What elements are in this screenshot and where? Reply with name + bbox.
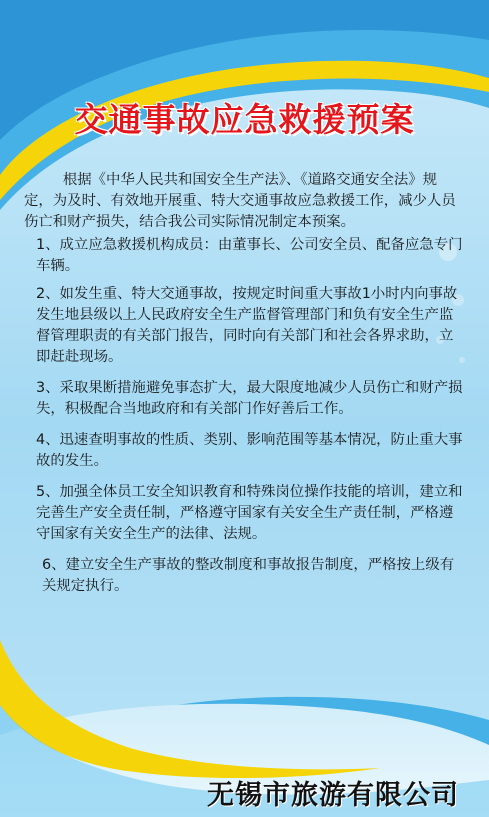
list-item: 5、加强全体员工安全知识教育和特殊岗位操作技能的培训，建立和完善生产安全责任制，严格遵守国家有关安全生产责任制，严格遵守国家有关安全生产的法律、法规。 xyxy=(36,484,463,542)
list-item: 4、迅速查明事故的性质、类别、影响范围等基本情况，防止重大事故的发生。 xyxy=(36,432,463,469)
list-item: 3、采取果断措施避免事态扩大，最大限度地减少人员伤亡和财产损失，积极配合当地政府和有关部门作好善后工作。 xyxy=(36,380,463,417)
company-name: 无锡市旅游有限公司 xyxy=(207,780,459,811)
list-item: 2、如发生重、特大交通事故，按规定时间重大事故1小时内向事故发生地县级以上人民政府安全生产监督管理部门和负有安全生产监督管理职责的有关部门报告，同时向有关部门和社会各界求助，立即赶赴现场。 xyxy=(36,286,458,365)
document-body xyxy=(24,170,464,607)
intro-paragraph: 根据《中华人民共和国安全生产法》、《道路交通安全法》规定，为及时、有效地开展重、特大交通事故应急救援工作，减少人员伤亡和财产损失，结合我公司实际情况制定本预案。 xyxy=(24,172,456,230)
list-item: 1、成立应急救援机构成员：由董事长、公司安全员、配备应急专门车辆。 xyxy=(36,237,463,274)
list-item: 6、建立安全生产事故的整改制度和事故报告制度，严格按上级有关规定执行。 xyxy=(42,557,455,594)
page-title: 交通事故应急救援预案 xyxy=(74,100,415,139)
